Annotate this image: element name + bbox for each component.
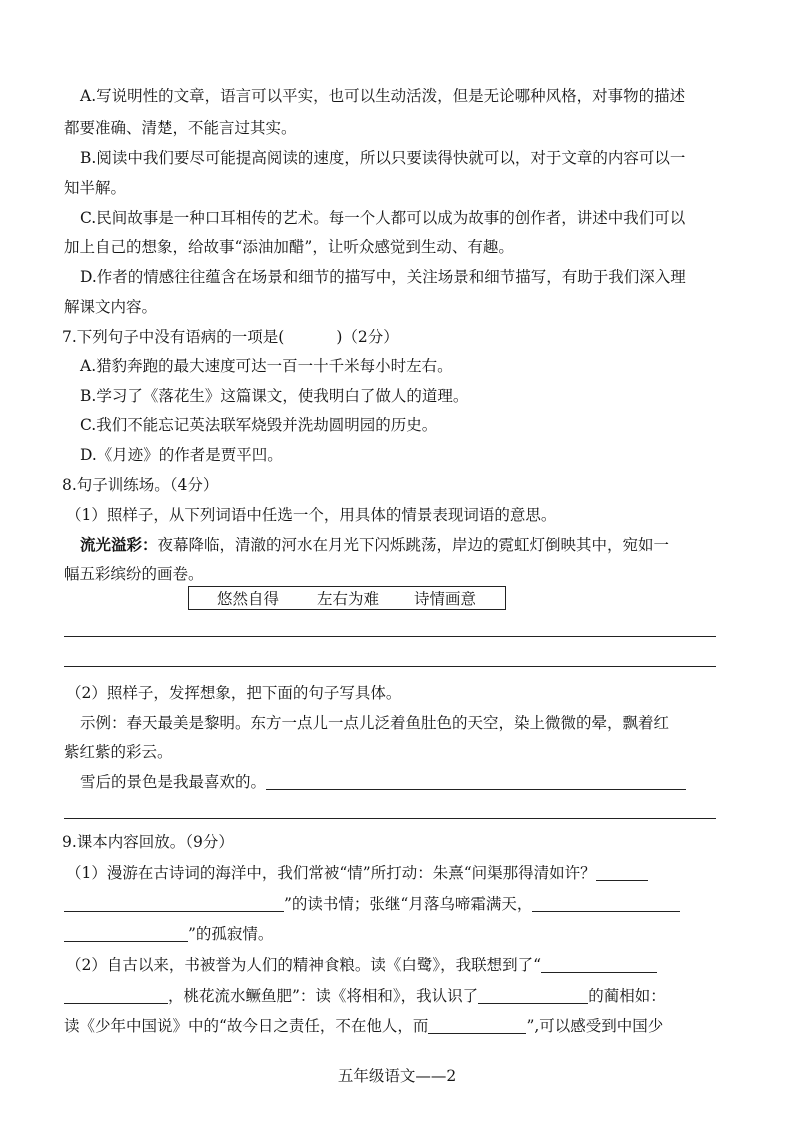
q8-sample-line1: 示例：春天最美是黎明。东方一点儿一点儿泛着鱼肚色的天空，染上微微的晕，飘着红 (80, 714, 670, 732)
answer-line-2[interactable] (64, 666, 716, 667)
q9-part2-line1 (66, 955, 657, 975)
q9-part1-line3 (64, 924, 273, 944)
q6-option-d-line1: D.作者的情感往往蕴含在场景和细节的描写中，关注场景和细节描写，有助于我们深入理 (80, 268, 686, 286)
q9-blank-3[interactable] (532, 895, 680, 912)
q8-part2-instruction: （2）照样子，发挥想象，把下面的句子写具体。 (66, 684, 402, 702)
q9-part1-line1 (66, 863, 648, 883)
q9-part1-text-c: ”的孤寂情。 (188, 925, 274, 943)
q9-blank-5[interactable] (541, 956, 657, 973)
q9-part1-text-a: （1）漫游在古诗词的海洋中，我们常被“情”所打动：朱熹“问渠那得清如许？ (66, 864, 596, 882)
q8-part1-instruction: （1）照样子，从下列词语中任选一个，用具体的情景表现词语的意思。 (66, 506, 557, 524)
q7-option-c: C.我们不能忘记英法联军烧毁并洗劫圆明园的历史。 (80, 416, 438, 434)
q7-option-b: B.学习了《落花生》这篇课文，使我明白了做人的道理。 (80, 387, 469, 405)
q9-blank-2[interactable] (64, 895, 284, 912)
q9-blank-6[interactable] (64, 987, 168, 1004)
answer-line-1[interactable] (64, 636, 716, 637)
q9-part2-text-c: 的蔺相如： (588, 987, 666, 1005)
q9-blank-4[interactable] (64, 925, 188, 942)
q6-option-c-line2: 加上自己的想象，给故事“添油加醋”，让听众感觉到生动、有趣。 (64, 238, 514, 256)
q6-option-d-line2: 解课文内容。 (64, 298, 158, 316)
q8-example-text: 夜幕降临，清澈的河水在月光下闪烁跳荡，岸边的霓虹灯倒映其中，宛如一 (157, 536, 670, 554)
q7-option-a: A.猎豹奔跑的最大速度可达一百一十千米每小时左右。 (80, 357, 453, 375)
word-choice-1: 悠然自得 (217, 590, 280, 608)
q8-sample-line2: 紫红紫的彩云。 (64, 743, 173, 761)
q8-prompt-line (80, 772, 686, 792)
q6-option-a-line1: A.写说明性的文章，语言可以平实，也可以生动活泼，但是无论哪种风格，对事物的描述 (80, 87, 686, 105)
q7-option-d: D.《月迹》的作者是贾平凹。 (80, 446, 283, 464)
answer-line-3[interactable] (64, 818, 716, 819)
q8-example (80, 535, 669, 555)
word-choice-2: 左右为难 (317, 590, 380, 608)
q8-example-word: 流光溢彩： (80, 535, 158, 554)
q9-blank-1[interactable] (596, 864, 648, 881)
q9-blank-7[interactable] (478, 987, 588, 1004)
q9-blank-8[interactable] (428, 1017, 526, 1034)
word-choice-box (188, 586, 506, 610)
q9-part1-text-b: ”的读书情；张继“月落乌啼霜满天， (284, 895, 533, 913)
q8-prompt: 雪后的景色是我最喜欢的。 (80, 773, 267, 791)
q7-stem-text: 7.下列句子中没有语病的一项是( (62, 328, 285, 346)
q9-part2-text-a: （2）自古以来，书被誉为人们的精神食粮。读《白鹭》，我联想到了“ (66, 956, 542, 974)
q7-score: )（2分） (336, 328, 399, 346)
q8-title: 8.句子训练场。（4分） (62, 476, 219, 494)
q9-part2-text-d: 读《少年中国说》中的“故今日之责任，不在他人，而 (64, 1017, 429, 1035)
q6-option-a-line2: 都要准确、清楚，不能言过其实。 (64, 119, 297, 137)
q9-part2-line2 (64, 986, 666, 1006)
q6-option-b-line1: B.阅读中我们要尽可能提高阅读的速度，所以只要读得快就可以，对于文章的内容可以一 (80, 149, 686, 167)
q9-part2-text-e: ”,可以感受到中国少 (526, 1017, 664, 1035)
q8-example-line2: 幅五彩缤纷的画卷。 (64, 565, 204, 583)
q8-answer-blank[interactable] (266, 773, 686, 790)
word-choice-3: 诗情画意 (414, 590, 477, 608)
q9-part2-text-b: ，桃花流水鳜鱼肥”：读《将相和》，我认识了 (168, 987, 479, 1005)
q9-title: 9.课本内容回放。（9分） (62, 833, 234, 851)
q6-option-b-line2: 知半解。 (64, 179, 127, 197)
page-footer: 五年级语文——2 (337, 1067, 457, 1085)
q6-option-c-line1: C.民间故事是一种口耳相传的艺术。每一个人都可以成为故事的创作者，讲述中我们可以 (80, 209, 686, 227)
q7-stem (62, 327, 399, 347)
q9-part1-line2 (64, 894, 680, 914)
q9-part2-line3 (64, 1016, 663, 1036)
